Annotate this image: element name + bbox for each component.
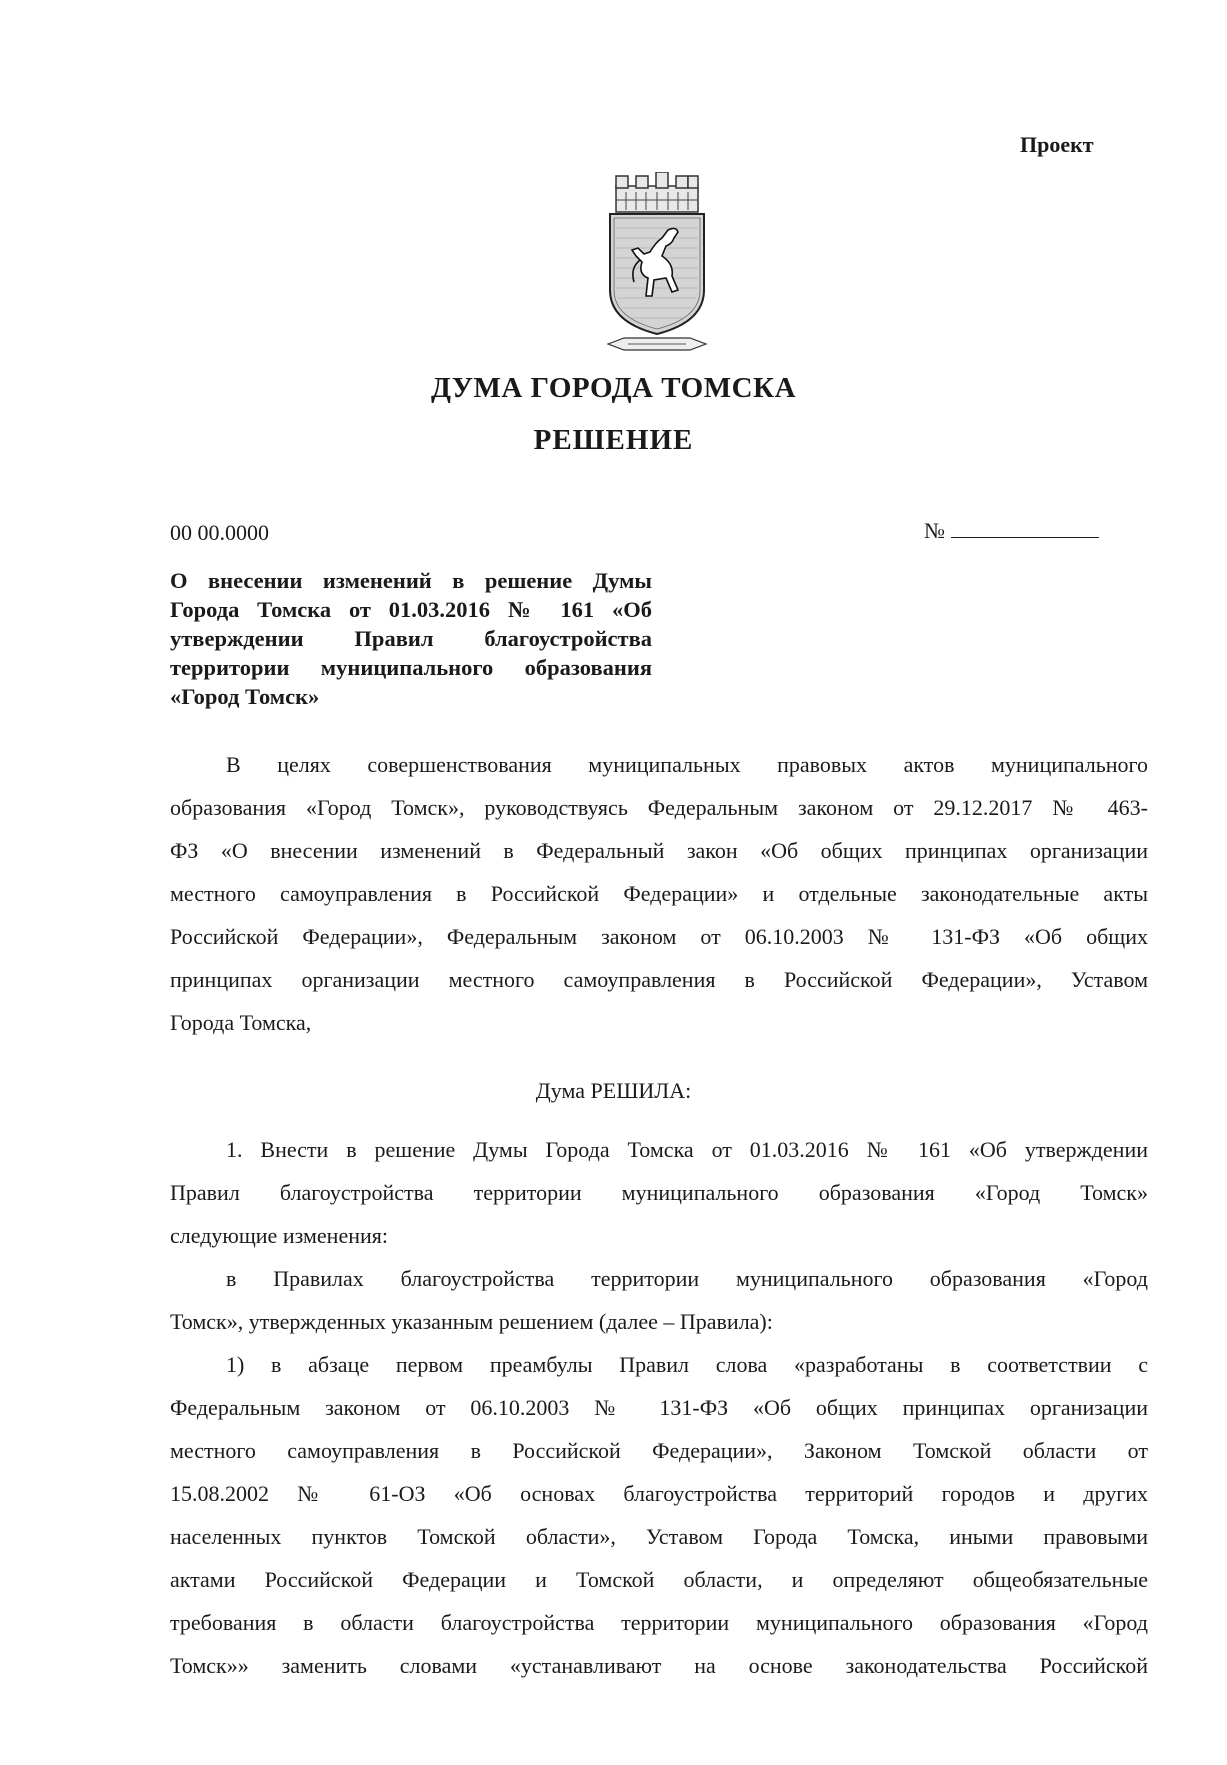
text-line: ФЗ «О внесении изменений в Федеральный закон «Об общих принципах организации: [170, 838, 1148, 863]
text-line: населенных пунктов Томской области», Уставом Города Томска, иными правовыми: [170, 1524, 1148, 1549]
subject-line: утверждении Правил благоустройства: [170, 626, 652, 651]
subject-line: О внесении изменений в решение Думы: [170, 568, 652, 593]
text-line: местного самоуправления в Российской Федерации» и отдельные законодательные акты: [170, 881, 1148, 906]
subject-line: территории муниципального образования: [170, 655, 652, 680]
text-line: требования в области благоустройства территории муниципального образования «Город: [170, 1610, 1148, 1635]
item-1-paragraph: [170, 1128, 1148, 1687]
document-type: РЕШЕНИЕ: [533, 424, 694, 456]
organization-title: ДУМА ГОРОДА ТОМСКА: [430, 372, 797, 404]
subject-line: «Город Томск»: [170, 684, 320, 709]
text-line: Российской Федерации», Федеральным законом от 06.10.2003 № 131-ФЗ «Об общих: [170, 924, 1148, 949]
text-line: актами Российской Федерации и Томской области, и определяют общеобязательные: [170, 1567, 1148, 1592]
preamble-paragraph: [170, 743, 1148, 1044]
text-line: принципах организации местного самоуправления в Российской Федерации», Уставом: [170, 967, 1148, 992]
text-line: в Правилах благоустройства территории муниципального образования «Город: [226, 1266, 1148, 1291]
decided-heading: Дума РЕШИЛА:: [535, 1078, 692, 1103]
coat-of-arms-icon: [602, 172, 712, 362]
draft-label: Проект: [1020, 132, 1094, 157]
text-line: Правил благоустройства территории муниципального образования «Город Томск»: [170, 1180, 1148, 1205]
document-number: [924, 518, 1099, 544]
text-line: 1) в абзаце первом преамбулы Правил слова «разработаны в соответствии с: [226, 1352, 1148, 1377]
decision-subject: [170, 566, 652, 711]
number-blank-line: [951, 519, 1099, 538]
text-line: Федеральным законом от 06.10.2003 № 131-ФЗ «Об общих принципах организации: [170, 1395, 1148, 1420]
text-line: образования «Город Томск», руководствуясь Федеральным законом от 29.12.2017 № 463-: [170, 795, 1148, 820]
text-line: Томск»» заменить словами «устанавливают на основе законодательства Российской: [170, 1653, 1148, 1678]
text-line: Томск», утвержденных указанным решением (далее – Правила):: [170, 1309, 773, 1334]
text-line: Города Томска,: [170, 1010, 312, 1035]
document-date: 00 00.0000: [170, 520, 269, 545]
text-line: 1. Внести в решение Думы Города Томска от 01.03.2016 № 161 «Об утверждении: [226, 1137, 1148, 1162]
number-label: №: [924, 518, 945, 543]
text-line: следующие изменения:: [170, 1223, 388, 1248]
text-line: В целях совершенствования муниципальных правовых актов муниципального: [226, 752, 1148, 777]
text-line: местного самоуправления в Российской Федерации», Законом Томской области от: [170, 1438, 1148, 1463]
subject-line: Города Томска от 01.03.2016 № 161 «Об: [170, 597, 652, 622]
text-line: 15.08.2002 № 61-ОЗ «Об основах благоустройства территорий городов и других: [170, 1481, 1148, 1506]
